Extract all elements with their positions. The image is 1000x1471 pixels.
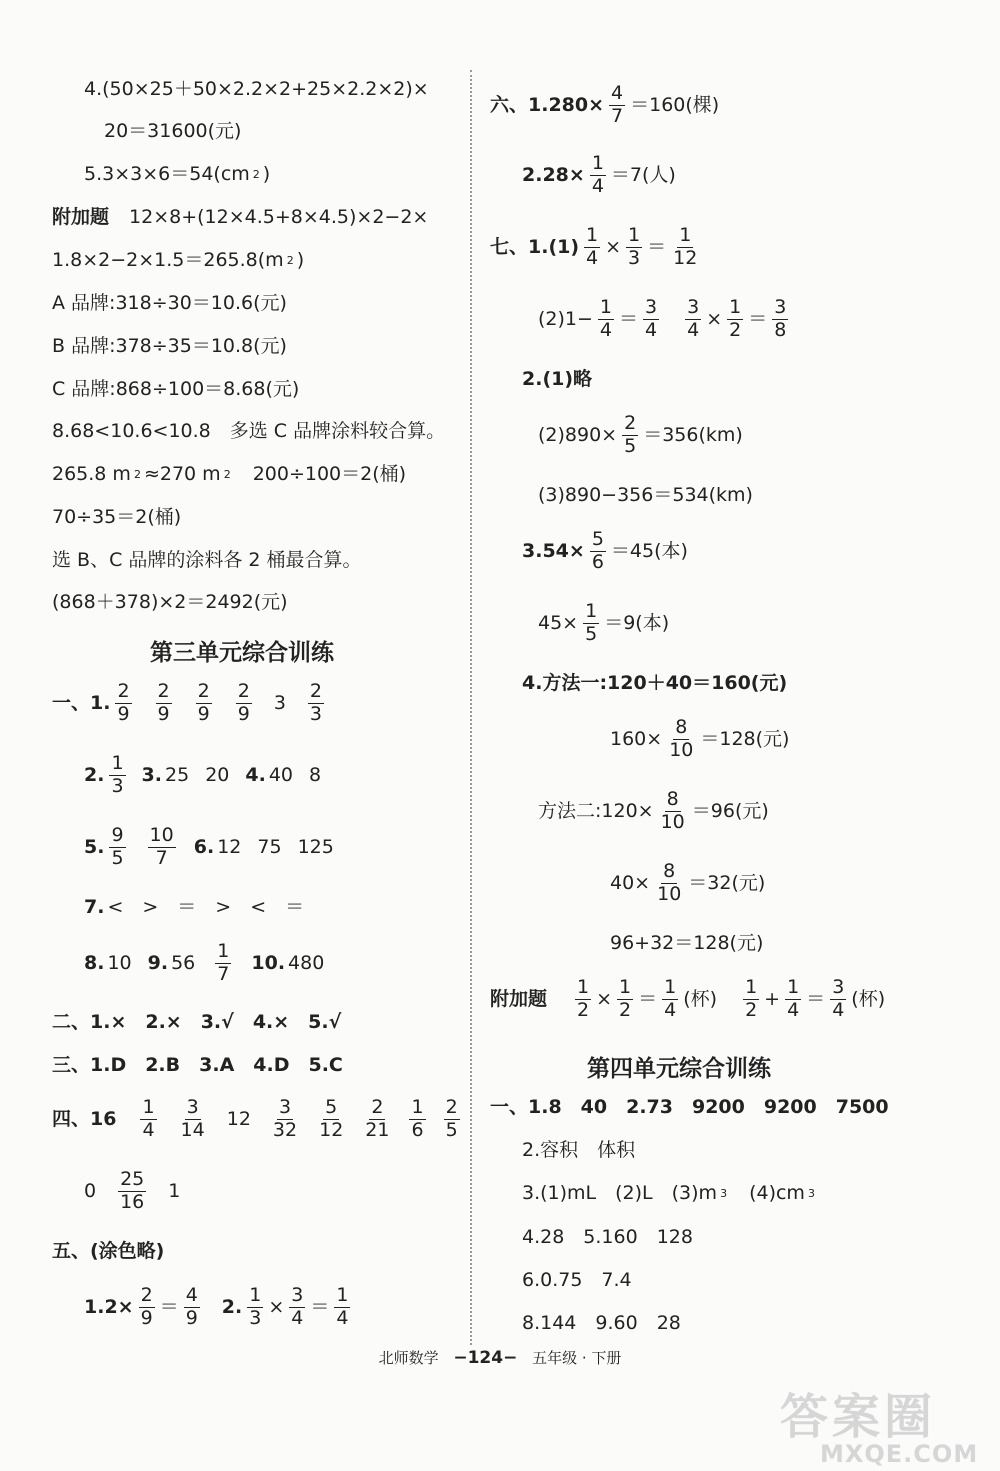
answer-text: 3 [273,691,286,714]
answer-text: 2.容积 体积 [522,1139,636,1161]
answer-text: 六、1.280× [490,93,605,116]
column-divider [470,70,472,1345]
question-number: 7. [84,896,105,918]
answer-q4-line1 [84,80,429,99]
question-number: 9. [147,951,169,974]
answer-text: ＝45(本) [610,539,688,562]
answer-text: (4)cm [730,1182,805,1204]
section-4-line2 [84,1170,180,1213]
answer-text: 265.8 m [52,463,131,485]
answer-text: 160× [610,727,663,750]
answer-text: 12 [217,835,242,858]
section-2 [52,1013,341,1032]
answer-text: ≈270 m [143,463,221,485]
question-number: 一、1. [52,691,111,714]
answer-text: 125 [297,835,334,858]
answer-text: ) [296,249,305,271]
answer-text: 1.2× [84,1295,134,1318]
fraction: $\frac{1}{4}$ [599,296,613,341]
answer-text: 12×8+(12×4.5+8×4.5)×2−2× [129,206,429,228]
question-number: 6. [193,835,215,858]
watermark-text: 答案圈 [780,1389,937,1445]
fraction: $\frac{1}{7}$ [217,940,230,985]
brand-a-line [52,294,287,313]
section-4-line1 [52,1098,462,1141]
answer-q4-line2 [104,122,241,141]
fraction: $\frac{1}{4}$ [586,224,599,269]
s7-q2-2 [538,414,743,457]
answer-text: 6.0.75 7.4 [522,1269,632,1291]
answer-text: 8 [309,763,322,786]
fraction: $\frac{1}{4}$ [664,976,677,1021]
s6-q2 [522,154,676,197]
cost-line [52,593,288,612]
answer-text: ＝128(元) [700,727,790,750]
s7-q4-5 [610,934,763,953]
u4-q6-q7 [522,1271,632,1290]
s1-q5-q6 [84,826,334,869]
fraction: $\frac{9}{5}$ [111,824,124,869]
question-number: 8. [84,951,105,974]
answer-text: 200÷100＝2(桶) [233,463,407,485]
answer-text: 96+32＝128(元) [610,932,764,954]
fraction: $\frac{4}{9}$ [185,1284,198,1329]
fraction: $\frac{25}{16}$ [120,1168,145,1213]
brand-c-line [52,380,299,399]
fraction: $\frac{1}{4}$ [142,1096,155,1141]
question-number: 2. [84,763,105,786]
answer-text: (2)1− [538,307,593,330]
s1-q7 [84,898,304,917]
answer-text: 40 [268,763,294,786]
answer-text: (2)890× [538,423,618,446]
s7-q1-2: (2)1− $\frac{1}{4}$ ＝ $\frac{3}{4}$ $\frac{3}{4}$ × $\frac{1}{2}$ ＝ $\frac{3}{8}$ [538,296,787,341]
u4-q1 [490,1098,889,1117]
watermark-url: MXQE.COM [820,1440,979,1468]
answer-text: 选 B、C 品牌的涂料各 2 桶最合算。 [52,549,362,571]
fraction: $\frac{2}{5}$ [445,1096,458,1141]
question-number: 2. [221,1295,243,1318]
fraction: $\frac{1}{2}$ [577,976,590,1021]
answer-text: (3)890−356＝534(km) [538,484,753,506]
fraction: $\frac{10}{7}$ [149,824,174,869]
question-number: 3. [141,763,162,786]
u4-q4-q5 [522,1228,693,1247]
answer-text: 3.54× [522,539,585,562]
answer-text: 2.(1)略 [522,368,593,390]
fraction: $\frac{1}{3}$ [111,752,124,797]
unit4-title: 第四单元综合训练 [587,1056,771,1082]
watermark-logo [780,1378,980,1468]
answer-text: 12 [226,1107,251,1130]
s7-q4-4 [610,862,765,905]
answer-text: 七、1.(1) [490,235,580,258]
s7-q3-1 [522,530,688,573]
answer-text: 25 [165,763,190,786]
fraction: $\frac{2}{9}$ [140,1284,153,1329]
answer-text: 480 [288,951,325,974]
answer-text: 4.方法一:120＋40＝160(元) [522,672,788,694]
unit3-title: 第三单元综合训练 [150,640,334,666]
answer-text: 2.28× [522,163,585,186]
compare-line [52,422,445,441]
answer-text: ＝7(人) [610,163,676,186]
answer-text: C 品牌:868÷100＝8.68(元) [52,378,300,400]
answer-text: 一、1.8 40 2.73 9200 9200 7500 [490,1096,889,1118]
fraction: $\frac{3}{8}$ [774,296,787,341]
fraction: $\frac{3}{14}$ [180,1096,205,1141]
fraction: $\frac{1}{4}$ [787,976,800,1021]
fraction: $\frac{2}{3}$ [309,680,323,725]
answer-text: 8.68<10.6<10.8 多选 C 品牌涂料较合算。 [52,420,446,442]
fraction: $\frac{1}{3}$ [249,1284,262,1329]
answer-text: 20 [205,763,230,786]
s7-q4-2 [610,718,789,761]
answer-text: ＝9(本) [604,611,670,634]
answer-text: 5.3×3×6＝54(cm [84,163,250,185]
fraction: $\frac{1}{6}$ [411,1096,424,1141]
s7-q4-1 [522,674,787,693]
u4-q3: 3.(1)mL (2)L (3)m 3 (4)cm 3 [522,1182,815,1204]
fraction: $\frac{1}{4}$ [336,1284,349,1329]
fraction: $\frac{2}{21}$ [365,1096,390,1141]
answer-text: (杯) [851,987,886,1010]
answer-text: (868＋378)×2＝2492(元) [52,591,288,613]
answer-text: 10 [107,951,132,974]
answer-text: 二、1.× 2.× 3.√ 4.× 5.√ [52,1011,342,1033]
answer-text: 45× [538,611,579,634]
u4-q8-q9 [522,1314,681,1333]
section-5-answers: 1.2× $\frac{2}{9}$ ＝ $\frac{4}{9}$ 2. $\frac{1}{3}$ × $\frac{3}{4}$ ＝ $\frac{1}{4}$ [84,1284,349,1329]
bonus-label: 附加题 [490,987,548,1010]
s7-q2-3 [538,486,753,505]
u4-q2 [522,1141,635,1160]
answer-text: ＝32(元) [688,871,766,894]
footer-subject: 北师数学 [378,1349,439,1367]
s7-q2-1 [522,370,592,389]
answer-text: 五、(涂色略) [52,1240,165,1262]
barrels-line [52,508,181,527]
answer-text: 0 [84,1179,97,1202]
answer-text: A 品牌:318÷30＝10.6(元) [52,292,287,314]
answer-text: 三、1.D 2.B 3.A 4.D 5.C [52,1054,343,1076]
s6-q1 [490,84,719,127]
answer-text: 8.144 9.60 28 [522,1312,681,1334]
fraction: $\frac{1}{2}$ [729,296,742,341]
fraction: $\frac{2}{9}$ [157,680,170,725]
fraction: $\frac{8}{10}$ [657,860,682,905]
answer-text: 70÷35＝2(桶) [52,506,182,528]
answer-text: 20＝31600(元) [104,120,242,142]
answer-text: 4.28 5.160 128 [522,1226,693,1248]
answer-text: 40× [610,871,651,894]
fraction: $\frac{1}{2}$ [745,976,758,1021]
section-5 [52,1242,164,1261]
fraction: $\frac{4}{7}$ [611,82,624,127]
s7-q1-1: 七、1.(1) $\frac{1}{4}$ × $\frac{1}{3}$ ＝ $\frac{1}{12}$ [490,224,698,269]
answer-text: 4.(50×25＋50×2.2×2+25×2.2×2)× [84,78,429,100]
bonus-label: 附加题 [52,206,110,228]
s1-q2-q4 [84,754,321,797]
answer-text: 1.8×2−2×1.5＝265.8(m [52,249,284,271]
right-bonus: 附加题 $\frac{1}{2}$ × $\frac{1}{2}$ ＝ $\frac{1}{4}$ (杯) $\frac{1}{2}$ + $\frac{1}{4}$ ＝ $\frac{3}{4}$ (杯) [490,976,886,1021]
fraction: $\frac{3}{4}$ [687,296,700,341]
fraction: $\frac{5}{6}$ [591,528,604,573]
fraction: $\frac{8}{10}$ [669,716,694,761]
footer-grade: 五年级 · 下册 [532,1349,622,1367]
page-number: −124− [453,1348,518,1368]
section-label: 四、16 [52,1107,117,1130]
section-3 [52,1056,343,1075]
fraction: $\frac{1}{4}$ [591,152,604,197]
question-number: 5. [84,835,105,858]
answer-text: 3.(1)mL (2)L (3)m [522,1182,718,1204]
fraction: $\frac{2}{9}$ [197,680,210,725]
bonus-line2: 1.8×2−2×1.5＝265.8(m 2 ) [52,249,305,271]
fraction: $\frac{1}{3}$ [628,224,641,269]
answer-text: 1 [168,1179,181,1202]
fraction: $\frac{1}{5}$ [585,600,598,645]
bonus-line1 [52,208,428,227]
fraction: $\frac{8}{10}$ [660,788,685,833]
answer-text: 56 [171,951,196,974]
answer-text: 方法二:120× [538,799,654,822]
fraction: $\frac{3}{4}$ [291,1284,304,1329]
area-line: 265.8 m 2 ≈270 m 2 200÷100＝2(桶) [52,463,407,485]
answer-text: ＝356(km) [643,423,743,446]
answer-text: < > ＝ > < ＝ [107,896,305,918]
answer-q5: 5.3×3×6＝54(cm 2 ) [84,163,271,185]
fraction: $\frac{1}{2}$ [619,976,632,1021]
page-footer [0,1347,1000,1368]
answer-text: 75 [257,835,282,858]
s1-q1 [52,682,326,725]
fraction: $\frac{1}{12}$ [673,224,698,269]
fraction: $\frac{2}{5}$ [624,412,637,457]
fraction: $\frac{3}{4}$ [645,296,658,341]
question-number: 10. [251,951,286,974]
answer-text: ＝160(棵) [630,93,720,116]
answer-text: ＝96(元) [691,799,769,822]
answer-text: ) [262,163,271,185]
fraction: $\frac{3}{4}$ [832,976,845,1021]
s1-q8-q10 [84,942,324,985]
s7-q3-2 [538,602,669,645]
answer-text: (杯) [683,987,718,1010]
brand-b-line [52,337,287,356]
s7-q4-3 [538,790,769,833]
answer-text: B 品牌:378÷35＝10.8(元) [52,335,287,357]
fraction: $\frac{2}{9}$ [237,680,250,725]
choose-line [52,551,362,570]
question-number: 4. [245,763,266,786]
fraction: $\frac{5}{12}$ [319,1096,344,1141]
fraction: $\frac{2}{9}$ [117,680,130,725]
fraction: $\frac{3}{32}$ [272,1096,298,1141]
